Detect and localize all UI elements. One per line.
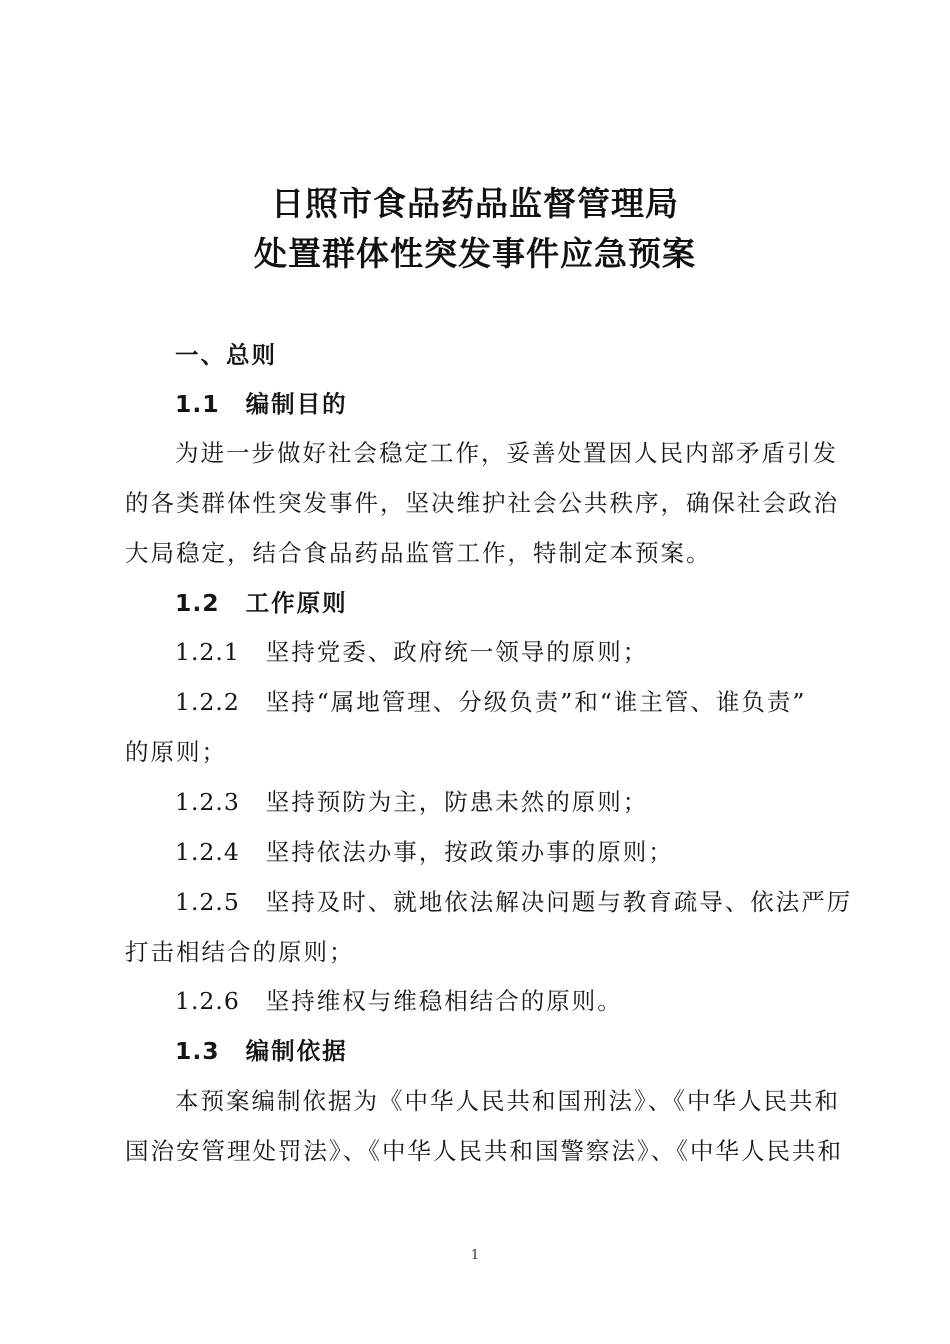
principle-item-1-2-1 <box>175 634 648 670</box>
item-text: 坚持维权与维稳相结合的原则。 <box>265 987 623 1015</box>
page-number: 1 <box>470 1248 480 1263</box>
subsection-heading-1-2 <box>175 585 348 621</box>
principle-item-1-2-4 <box>175 834 674 870</box>
paragraph-line: 大局稳定，结合食品药品监管工作，特制定本预案。 <box>125 539 712 567</box>
item-number: 1.2.1 <box>175 638 240 666</box>
principle-item-continuation: 的原则； <box>125 738 227 766</box>
principle-item-1-2-3 <box>175 784 648 820</box>
subsection-title: 编制目的 <box>245 390 348 418</box>
subsection-title: 编制依据 <box>245 1037 348 1065</box>
subsection-number: 1.1 <box>175 390 220 418</box>
item-text: 坚持及时、就地依法解决问题与教育疏导、依法严厉 <box>265 888 853 916</box>
subsection-number: 1.2 <box>175 589 220 617</box>
principle-item-continuation: 打击相结合的原则； <box>125 938 355 966</box>
paragraph-line: 国治安管理处罚法》、《中华人民共和国警察法》、《中华人民共和 <box>125 1137 843 1165</box>
subsection-heading-1-3 <box>175 1033 348 1069</box>
item-text: 坚持“属地管理、分级负责”和“谁主管、谁负责” <box>265 688 807 716</box>
document-title-line-1: 日照市食品药品监督管理局 <box>271 184 679 223</box>
item-text: 坚持党委、政府统一领导的原则； <box>265 638 649 666</box>
principle-item-1-2-5 <box>175 884 852 920</box>
subsection-heading-1-1 <box>175 386 348 422</box>
subsection-number: 1.3 <box>175 1037 220 1065</box>
paragraph-line: 为进一步做好社会稳定工作，妥善处置因人民内部矛盾引发 <box>175 439 838 467</box>
item-number: 1.2.6 <box>175 987 240 1015</box>
item-number: 1.2.2 <box>175 688 240 716</box>
paragraph-line: 的各类群体性突发事件，坚决维护社会公共秩序，确保社会政治 <box>125 489 839 517</box>
item-text: 坚持预防为主，防患未然的原则； <box>265 788 649 816</box>
principle-item-1-2-6 <box>175 983 623 1019</box>
item-text: 坚持依法办事，按政策办事的原则； <box>265 838 674 866</box>
document-title-line-2: 处置群体性突发事件应急预案 <box>254 234 696 273</box>
item-number: 1.2.3 <box>175 788 240 816</box>
item-number: 1.2.4 <box>175 838 240 866</box>
principle-item-1-2-2 <box>175 684 806 720</box>
section-heading-general: 一、总则 <box>175 341 277 369</box>
subsection-title: 工作原则 <box>245 589 348 617</box>
item-number: 1.2.5 <box>175 888 240 916</box>
paragraph-line: 本预案编制依据为《中华人民共和国刑法》、《中华人民共和 <box>175 1087 840 1115</box>
